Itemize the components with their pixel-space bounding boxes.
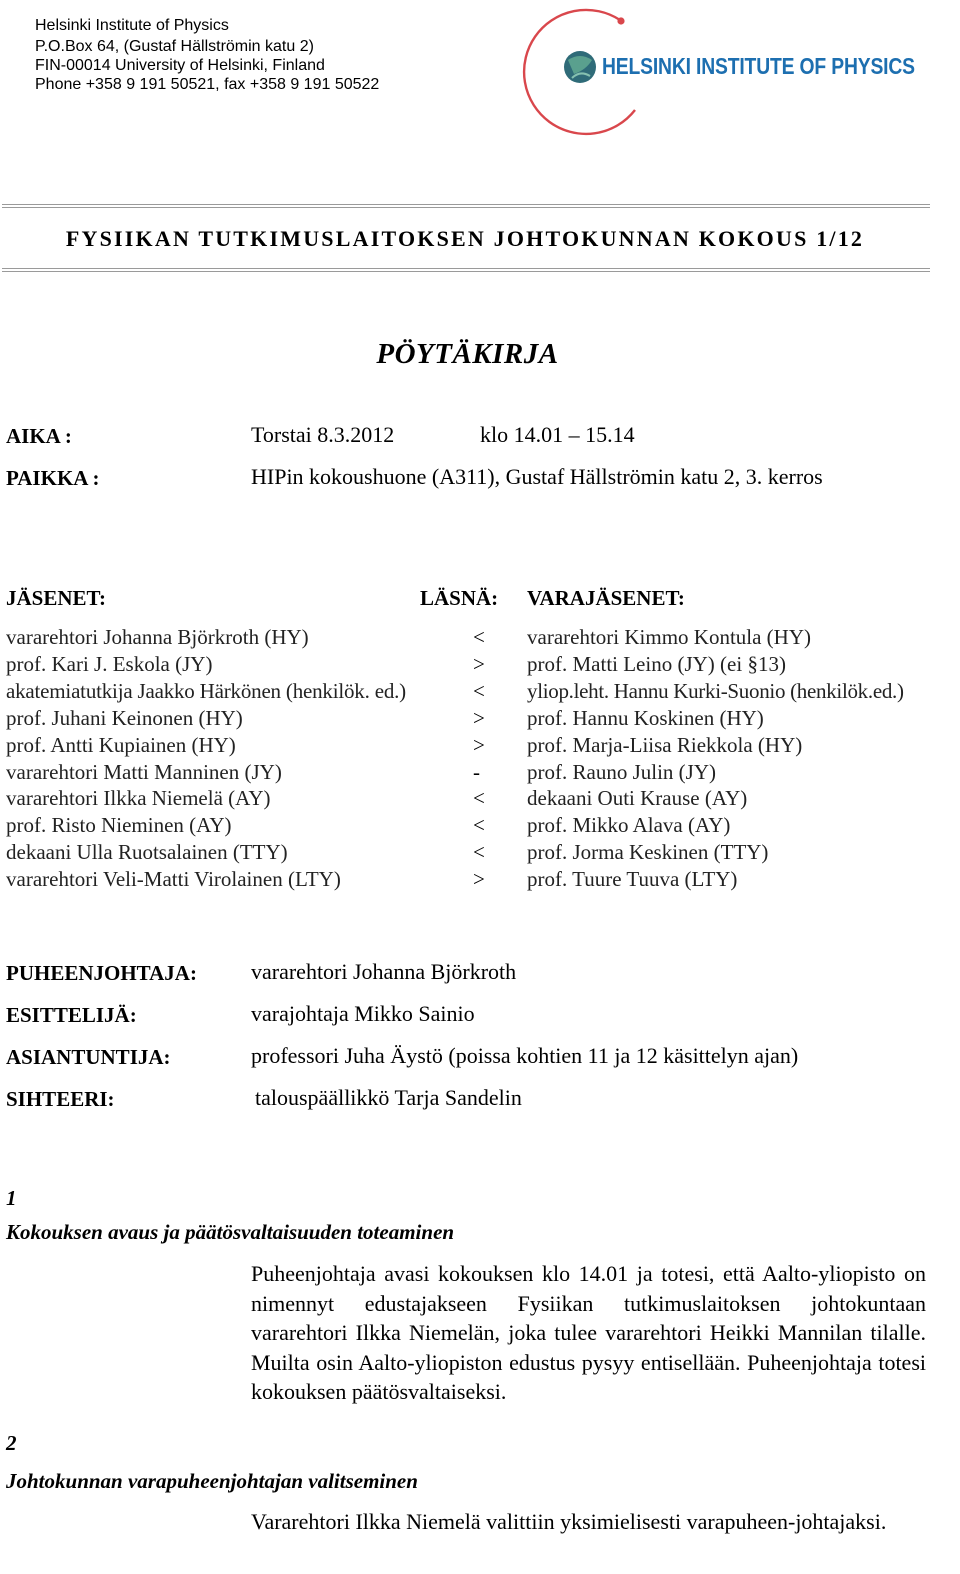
section-text: Puheenjohtaja avasi kokouksen klo 14.01 ja totesi, että Aalto-yliopisto on nimennyt edustajakseen Fysiikan tutkimuslaitoksen johtokuntaan vararehtori Ilkka Niemelän, joka tulee vararehtori Heikki Mannilan tilalle. Muilta osin Aalto-yliopiston edustus pysyy entisellään. Puheenjohtaja totesi kokouksen päätösvaltaiseksi. — [251, 1261, 926, 1404]
rule-bottom-1 — [2, 268, 930, 269]
section-title: Johtokunnan varapuheenjohtajan valitseminen — [6, 1469, 418, 1493]
logo-text: HELSINKI INSTITUTE OF PHYSICS — [602, 53, 915, 79]
place-label: PAIKKA : — [6, 466, 100, 490]
present-header: LÄSNÄ: — [420, 586, 499, 610]
presence-mark: > — [473, 706, 485, 730]
time-clock: klo 14.01 – 15.14 — [480, 422, 635, 447]
member-name: prof. Risto Nieminen (AY) — [6, 813, 232, 837]
members-header: JÄSENET: — [6, 586, 106, 610]
expert-label: ASIANTUNTIJA: — [6, 1045, 171, 1069]
member-name: vararehtori Matti Manninen (JY) — [6, 760, 282, 784]
member-name: prof. Kari J. Eskola (JY) — [6, 652, 213, 676]
presence-mark: > — [473, 867, 485, 891]
presence-mark: < — [473, 813, 485, 837]
expert-value: professori Juha Äystö (poissa kohtien 11 ja 12 käsittelyn ajan) — [251, 1043, 799, 1068]
member-name: dekaani Ulla Ruotsalainen (TTY) — [6, 840, 288, 864]
presenter-value: varajohtaja Mikko Sainio — [251, 1001, 475, 1026]
presence-mark: < — [473, 625, 485, 649]
presence-mark: < — [473, 786, 485, 810]
section-number: 2 — [6, 1431, 17, 1455]
member-name: prof. Antti Kupiainen (HY) — [6, 733, 236, 757]
deputy-name: prof. Tuure Tuuva (LTY) — [527, 867, 738, 891]
time-label: AIKA : — [6, 424, 72, 448]
presence-mark: > — [473, 652, 485, 676]
section-number: 1 — [6, 1186, 17, 1210]
institute-name: Helsinki Institute of Physics — [35, 17, 229, 34]
deputy-name: dekaani Outi Krause (AY) — [527, 786, 748, 810]
place-value: HIPin kokoushuone (A311), Gustaf Hällströmin katu 2, 3. kerros — [251, 464, 823, 489]
address-line-2: FIN-00014 University of Helsinki, Finland — [35, 57, 325, 74]
presence-mark: > — [473, 733, 485, 757]
presence-mark: - — [473, 760, 480, 784]
deputy-name: prof. Marja-Liisa Riekkola (HY) — [527, 733, 803, 757]
rule-top-1 — [2, 204, 930, 205]
phone-line: Phone +358 9 191 50521, fax +358 9 191 50522 — [35, 76, 380, 93]
presenter-label: ESITTELIJÄ: — [6, 1003, 137, 1027]
deputy-name: vararehtori Kimmo Kontula (HY) — [527, 625, 812, 649]
rule-top-2 — [2, 207, 930, 208]
member-name: prof. Juhani Keinonen (HY) — [6, 706, 243, 730]
member-name: vararehtori Johanna Björkroth (HY) — [6, 625, 309, 649]
rule-bottom-2 — [2, 271, 930, 272]
institute-logo — [510, 0, 930, 140]
deputies-header: VARAJÄSENET: — [527, 586, 685, 610]
deputy-name: yliop.leht. Hannu Kurki-Suonio (henkilök.ed.) — [527, 679, 904, 703]
chair-label: PUHEENJOHTAJA: — [6, 961, 197, 985]
deputy-name: prof. Matti Leino (JY) (ei §13) — [527, 652, 786, 676]
presence-mark: < — [473, 840, 485, 864]
member-name: akatemiatutkija Jaakko Härkönen (henkilök. ed.) — [6, 679, 406, 703]
document-title: FYSIIKAN TUTKIMUSLAITOKSEN JOHTOKUNNAN KOKOUS 1/12 — [65, 226, 865, 251]
deputy-name: prof. Mikko Alava (AY) — [527, 813, 731, 837]
member-name: vararehtori Ilkka Niemelä (AY) — [6, 786, 271, 810]
member-name: vararehtori Veli-Matti Virolainen (LTY) — [6, 867, 341, 891]
section-title: Kokouksen avaus ja päätösvaltaisuuden toteaminen — [6, 1220, 455, 1244]
deputy-name: prof. Rauno Julin (JY) — [527, 760, 716, 784]
presence-mark: < — [473, 679, 485, 703]
deputy-name: prof. Hannu Koskinen (HY) — [527, 706, 764, 730]
section-text: Vararehtori Ilkka Niemelä valittiin yksimielisesti varapuheen-johtajaksi. — [251, 1509, 887, 1534]
time-day-date: Torstai 8.3.2012 — [251, 422, 395, 447]
deputy-name: prof. Jorma Keskinen (TTY) — [527, 840, 769, 864]
page-heading: PÖYTÄKIRJA — [376, 338, 559, 370]
chair-value: vararehtori Johanna Björkroth — [251, 959, 517, 984]
address-line-1: P.O.Box 64, (Gustaf Hällströmin katu 2) — [35, 38, 314, 55]
secretary-value: talouspäällikkö Tarja Sandelin — [255, 1085, 522, 1110]
secretary-label: SIHTEERI: — [6, 1087, 115, 1111]
